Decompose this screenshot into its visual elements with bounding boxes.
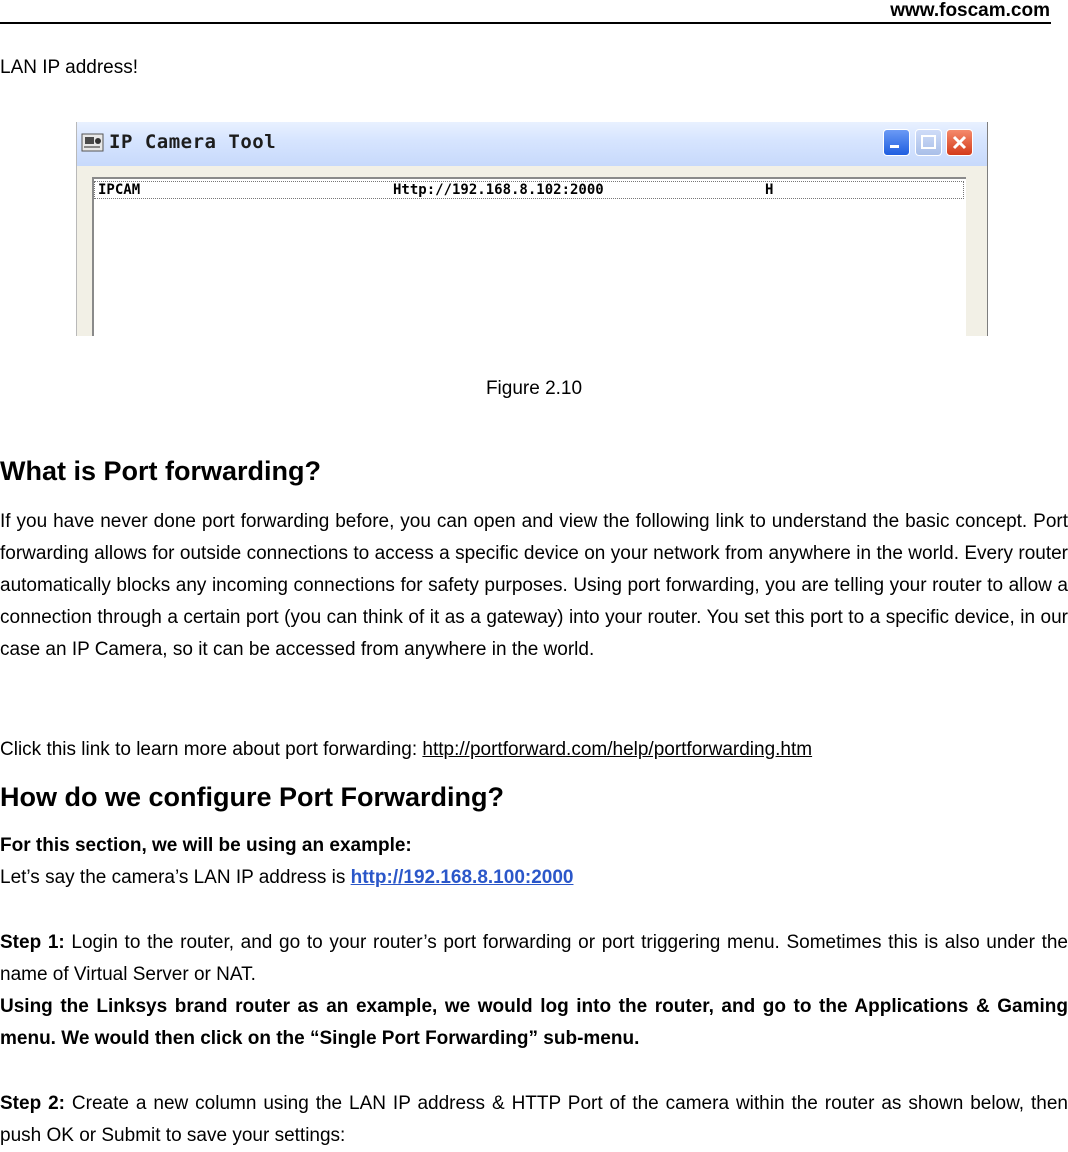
camera-list[interactable] <box>92 177 966 336</box>
link-line <box>0 734 1068 766</box>
port-forwarding-paragraph: If you have never done port forwarding before, you can open and view the following link to understand the basic concept. Port forwarding allows for outside connections to access a specific device on your network from anywhere in the world. Every router automatically blocks any incoming connections for safety purposes. Using port forwarding, you are telling your router to allow a connection through a certain port (you can think of it as a gateway) into your router. You set this port to a specific device, in our case an IP Camera, so it can be accessed from anywhere in the world. <box>0 511 1068 660</box>
site-url: www.foscam.com <box>890 0 1050 21</box>
list-item[interactable] <box>94 181 964 199</box>
heading-port-forwarding: What is Port forwarding? <box>0 456 321 486</box>
intro-line: LAN IP address! <box>0 57 139 78</box>
camera-name: IPCAM <box>98 182 141 198</box>
maximize-icon <box>916 130 941 155</box>
step1-label: Step 1: <box>0 932 65 953</box>
minimize-button[interactable] <box>883 129 910 156</box>
figure-caption: Figure 2.10 <box>485 378 583 399</box>
example-prefix: Let’s say the camera’s LAN IP address is <box>0 867 351 888</box>
camera-ip-link[interactable]: http://192.168.8.100:2000 <box>350 867 574 888</box>
portforward-link[interactable]: http://portforward.com/help/portforwarding.htm <box>422 739 813 760</box>
link-prefix: Click this link to learn more about port forwarding: <box>0 739 423 760</box>
close-icon <box>947 130 972 155</box>
step1-bold-text: Using the Linksys brand router as an example, we would log into the router, and go to the Applications & Gaming menu. We would then click on the “Single Port Forwarding” sub-menu. <box>0 996 1068 1049</box>
step2-text: Create a new column using the LAN IP address & HTTP Port of the camera within the router as shown below, then push OK or Submit to save your settings: <box>0 1093 1068 1146</box>
camera-flag: H <box>765 182 774 198</box>
header-divider <box>0 22 1051 24</box>
ip-camera-tool-window <box>76 122 988 336</box>
heading-configure: How do we configure Port Forwarding? <box>0 782 504 812</box>
minimize-icon <box>884 130 909 155</box>
close-button[interactable] <box>946 129 973 156</box>
camera-url: Http://192.168.8.102:2000 <box>393 182 604 198</box>
step1-paragraph <box>0 927 1068 991</box>
window-titlebar <box>77 122 987 166</box>
maximize-button[interactable] <box>915 129 942 156</box>
window-title: IP Camera Tool <box>109 131 277 153</box>
step2-paragraph <box>0 1088 1068 1152</box>
example-title: For this section, we will be using an example: <box>0 835 412 856</box>
example-line <box>0 862 1068 894</box>
step1-text: Login to the router, and go to your router’s port forwarding or port triggering menu. Sometimes this is also under the name of Virtual Server or NAT. <box>0 932 1068 985</box>
camera-app-icon <box>81 131 104 154</box>
step2-label: Step 2: <box>0 1093 65 1114</box>
